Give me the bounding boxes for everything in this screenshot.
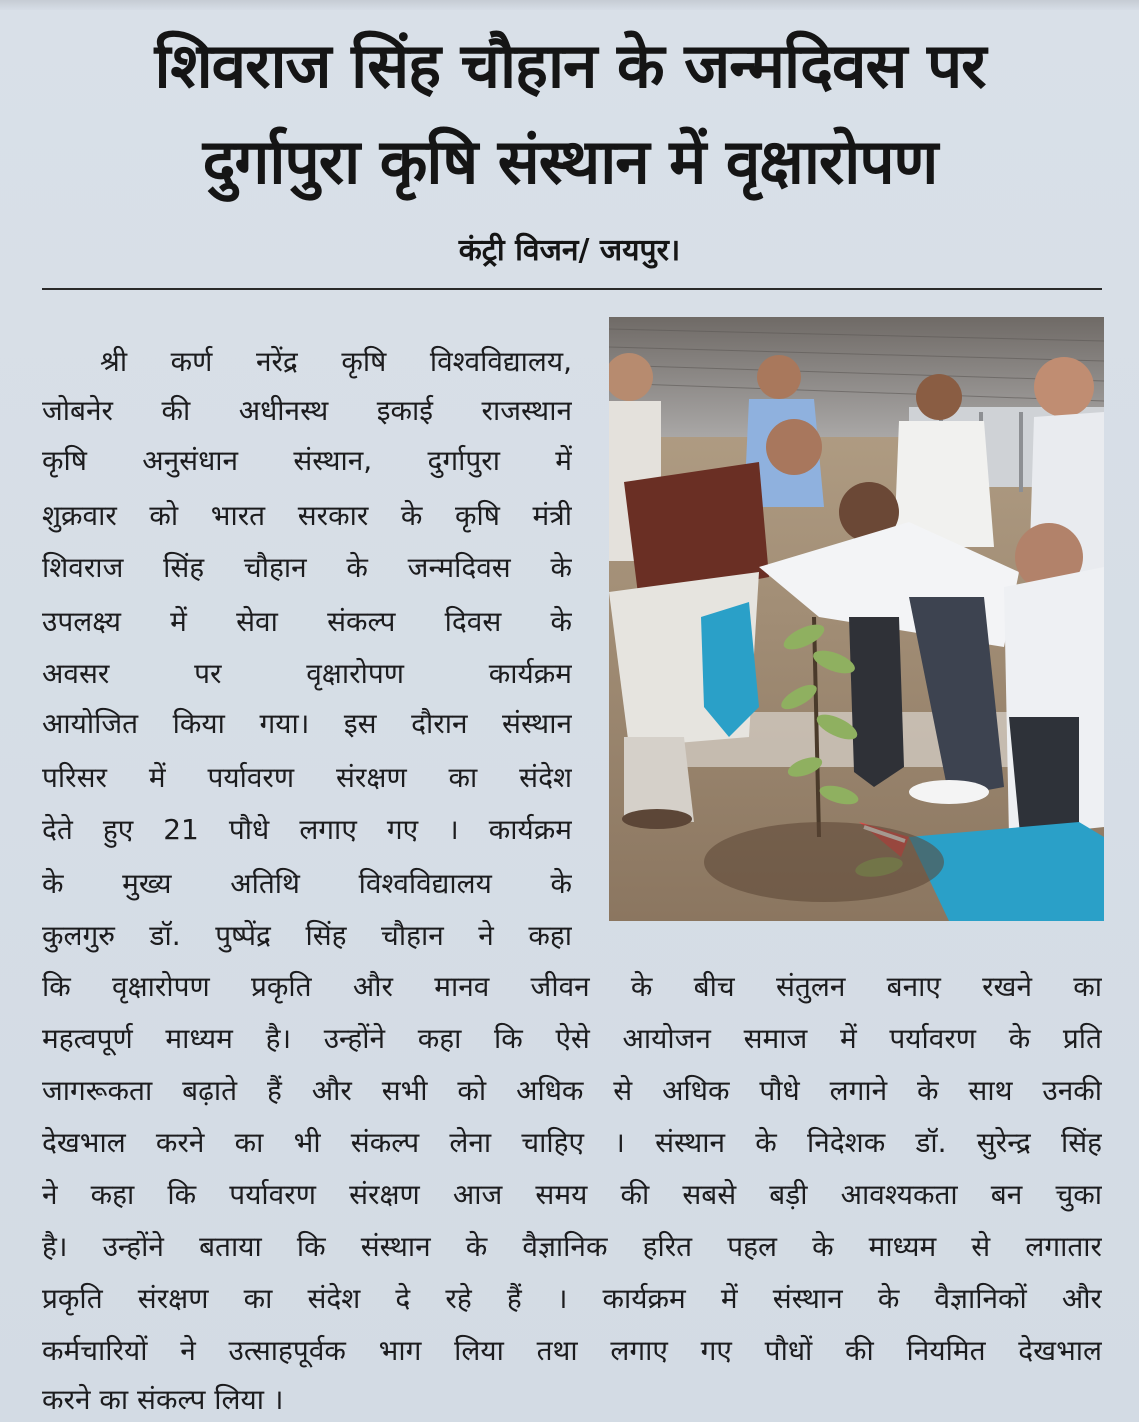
headline-line-2: दुर्गापुरा कृषि संस्थान में वृक्षारोपण [202, 125, 938, 198]
article-line: आयोजित किया गया। इस दौरान संस्थान [42, 707, 572, 740]
article-line: उपलक्ष्य में सेवा संकल्प दिवस के [42, 605, 572, 638]
article-line: कि वृक्षारोपण प्रकृति और मानव जीवन के बीच संतुलन बनाए रखने का [42, 970, 1102, 1003]
article-line: प्रकृति संरक्षण का संदेश दे रहे हैं । कार्यक्रम में संस्थान के वैज्ञानिकों और [42, 1282, 1102, 1315]
article-line: कर्मचारियों ने उत्साहपूर्वक भाग लिया तथा लगाए गए पौधों की नियमित देखभाल [42, 1334, 1102, 1367]
headline-line-1: शिवराज सिंह चौहान के जन्मदिवस पर [154, 29, 986, 102]
divider-rule [42, 288, 1102, 290]
clipping-top-edge [0, 0, 1139, 10]
article-line: कृषि अनुसंधान संस्थान, दुर्गापुरा में [42, 444, 572, 477]
article-line: कुलगुरु डॉ. पुष्पेंद्र सिंह चौहान ने कहा [42, 919, 572, 952]
article-line: ने कहा कि पर्यावरण संरक्षण आज समय की सबसे बड़ी आवश्यकता बन चुका [42, 1178, 1102, 1211]
article-line: महत्वपूर्ण माध्यम है। उन्होंने कहा कि ऐसे आयोजन समाज में पर्यावरण के प्रति [42, 1022, 1102, 1055]
article-line: देखभाल करने का भी संकल्प लेना चाहिए । संस्थान के निदेशक डॉ. सुरेन्द्र सिंह [42, 1126, 1102, 1159]
article-line: है। उन्होंने बताया कि संस्थान के वैज्ञानिक हरित पहल के माध्यम से लगातार [42, 1230, 1102, 1263]
article-line: जोबनेर की अधीनस्थ इकाई राजस्थान [42, 394, 572, 427]
article-line: जागरूकता बढ़ाते हैं और सभी को अधिक से अधिक पौधे लगाने के साथ उनकी [42, 1074, 1102, 1107]
article-line: देते हुए 21 पौधे लगाए गए । कार्यक्रम [42, 813, 572, 846]
article-line: शिवराज सिंह चौहान के जन्मदिवस के [42, 551, 572, 584]
article-line: अवसर पर वृक्षारोपण कार्यक्रम [42, 657, 572, 690]
article-line: के मुख्य अतिथि विश्वविद्यालय के [42, 867, 572, 900]
article-line: श्री कर्ण नरेंद्र कृषि विश्वविद्यालय, [100, 345, 572, 378]
article-line: करने का संकल्प लिया । [42, 1383, 284, 1416]
article-line: परिसर में पर्यावरण संरक्षण का संदेश [42, 761, 572, 794]
byline: कंट्री विजन/ जयपुर। [458, 233, 681, 268]
tree-planting-photo [609, 317, 1104, 921]
article-line: शुक्रवार को भारत सरकार के कृषि मंत्री [42, 499, 572, 532]
